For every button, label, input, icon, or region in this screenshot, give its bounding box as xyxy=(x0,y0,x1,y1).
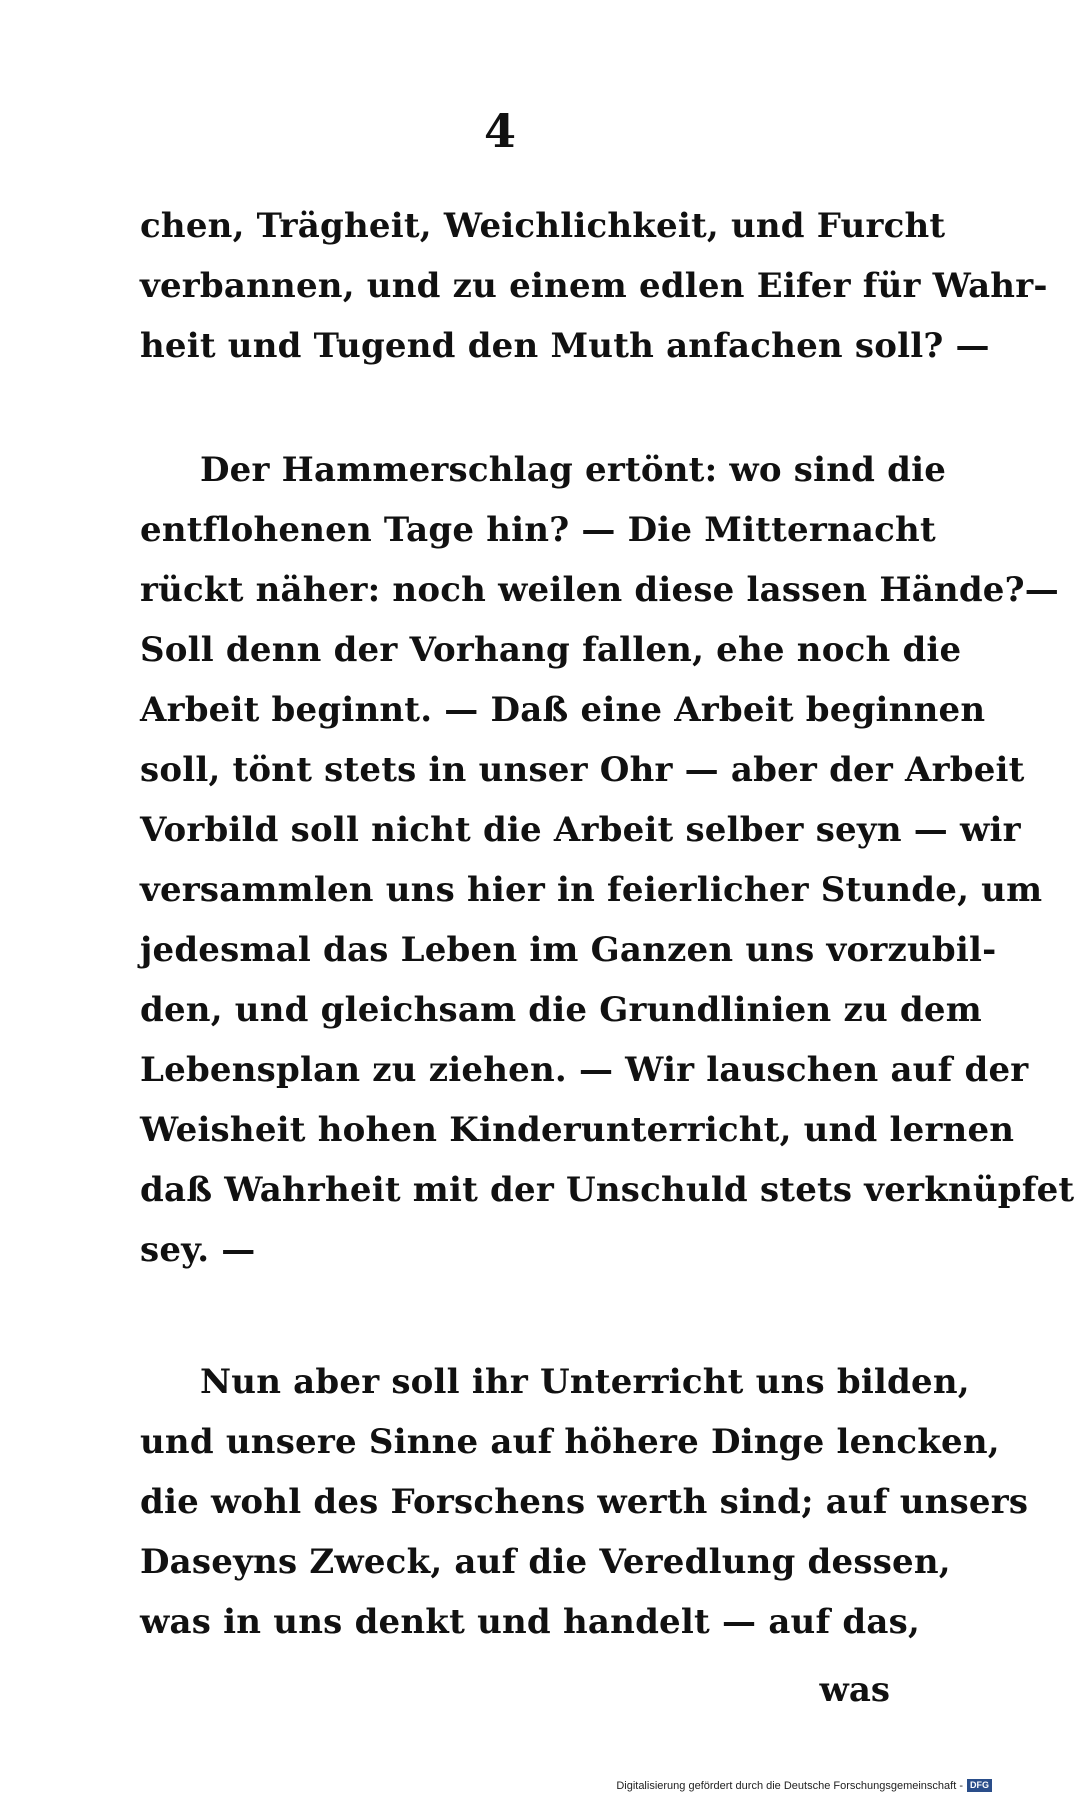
paragraph-1 xyxy=(140,196,1048,376)
text-line: Nun aber soll ihr Unterricht uns bilden, xyxy=(200,1362,970,1402)
catchword: was xyxy=(819,1670,890,1710)
text-line: entflohenen Tage hin? — Die Mitternacht xyxy=(140,510,936,550)
text-line: Weisheit hohen Kinderunterricht, und lernen xyxy=(140,1110,1015,1150)
credit-text: Digitalisierung gefördert durch die Deutsche Forschungsgemeinschaft - xyxy=(616,1779,963,1792)
digitization-credit xyxy=(616,1779,992,1792)
paragraph-3 xyxy=(140,1352,1029,1652)
text-line: den, und gleichsam die Grundlinien zu dem xyxy=(140,990,982,1030)
text-line: rückt näher: noch weilen diese lassen Hände?— xyxy=(140,570,1059,610)
text-line: Lebensplan zu ziehen. — Wir lauschen auf der xyxy=(140,1050,1029,1090)
text-line: Vorbild soll nicht die Arbeit selber seyn — wir xyxy=(140,810,1021,850)
text-line: versammlen uns hier in feierlicher Stunde, um xyxy=(140,870,1043,910)
text-line: jedesmal das Leben im Ganzen uns vorzubil- xyxy=(140,930,997,970)
text-line: die wohl des Forschens werth sind; auf unsers xyxy=(140,1482,1029,1522)
text-line: und unsere Sinne auf höhere Dinge lencken, xyxy=(140,1422,1000,1462)
text-line: daß Wahrheit mit der Unschuld stets verknüpfet xyxy=(140,1170,1074,1210)
text-line: Arbeit beginnt. — Daß eine Arbeit beginnen xyxy=(140,690,986,730)
dfg-logo-icon: DFG xyxy=(967,1779,992,1792)
text-line: verbannen, und zu einem edlen Eifer für Wahr- xyxy=(140,266,1048,306)
text-line: heit und Tugend den Muth anfachen soll? — xyxy=(140,326,990,366)
text-line: sey. — xyxy=(140,1230,256,1270)
text-line: chen, Trägheit, Weichlichkeit, und Furcht xyxy=(140,206,946,246)
page-number: 4 xyxy=(483,104,516,158)
text-line: was in uns denkt und handelt — auf das, xyxy=(140,1602,920,1642)
text-line: Daseyns Zweck, auf die Veredlung dessen, xyxy=(140,1542,951,1582)
text-line: soll, tönt stets in unser Ohr — aber der Arbeit xyxy=(140,750,1025,790)
text-line: Der Hammerschlag ertönt: wo sind die xyxy=(200,450,947,490)
text-line: Soll denn der Vorhang fallen, ehe noch die xyxy=(140,630,962,670)
paragraph-2 xyxy=(140,440,1074,1280)
